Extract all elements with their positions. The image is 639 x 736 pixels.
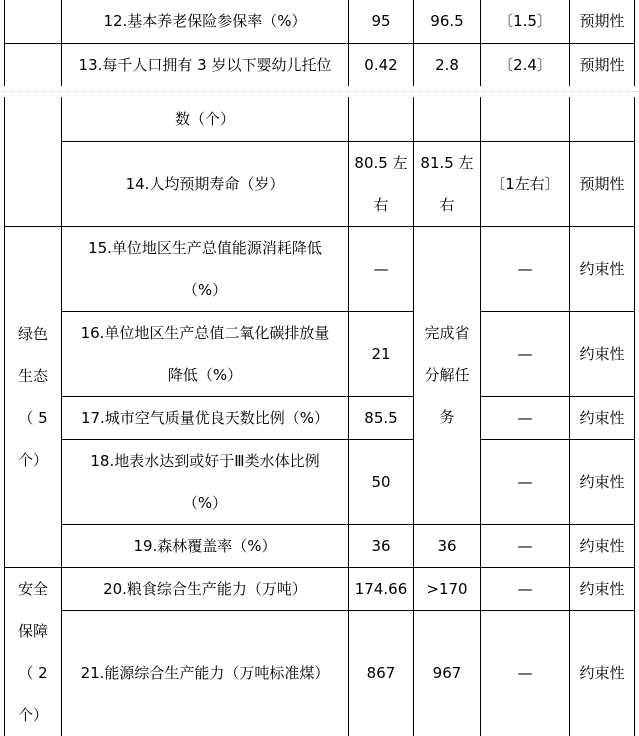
base-value: 0.42 <box>349 43 414 86</box>
base-value: 95 <box>349 0 414 43</box>
table-row <box>5 610 635 736</box>
attribute-value: 约束性 <box>570 610 635 736</box>
base-value-line: 右 <box>373 195 389 214</box>
indicator-name-line: 降低（%） <box>167 365 243 384</box>
indicator-name <box>62 226 349 311</box>
category-label-line: （ 5 <box>18 408 48 427</box>
table-row <box>5 141 635 226</box>
attribute-value: 预期性 <box>570 43 635 86</box>
growth-value: — <box>481 567 570 610</box>
attribute-value: 约束性 <box>570 226 635 311</box>
category-label-line: 个） <box>17 705 48 724</box>
category-security <box>5 567 62 736</box>
category-label-line: 绿色 <box>17 324 48 343</box>
base-value: 174.66 <box>349 567 414 610</box>
category-cell <box>5 43 62 86</box>
table-row <box>5 524 635 567</box>
growth-value: 〔1左右〕 <box>481 141 570 226</box>
indicator-name: 12.基本养老保险参保率（%） <box>62 0 349 43</box>
page-break-line <box>0 91 639 92</box>
growth-value: — <box>481 311 570 396</box>
indicator-name: 21.能源综合生产能力（万吨标准煤） <box>62 610 349 736</box>
indicator-name-line: 16.单位地区生产总值二氧化碳排放量 <box>80 323 330 342</box>
category-label-line: 保障 <box>17 621 48 640</box>
attribute-value: 约束性 <box>570 396 635 439</box>
category-cell <box>5 0 62 43</box>
table-row <box>5 567 635 610</box>
category-green <box>5 226 62 567</box>
table-row <box>5 396 635 439</box>
indicator-name-line: （%） <box>182 493 228 512</box>
target-value-line: 81.5 左 <box>420 153 474 172</box>
table-row <box>5 311 635 396</box>
indicator-name: 20.粮食综合生产能力（万吨） <box>62 567 349 610</box>
indicator-name-continued: 数（个） <box>62 97 349 141</box>
indicator-table <box>4 97 635 736</box>
attribute-value: 约束性 <box>570 567 635 610</box>
growth-value: — <box>481 439 570 524</box>
growth-value: — <box>481 610 570 736</box>
base-value <box>349 97 414 141</box>
growth-value: — <box>481 226 570 311</box>
table-row <box>5 226 635 311</box>
attribute-value: 约束性 <box>570 524 635 567</box>
attribute-value: 约束性 <box>570 311 635 396</box>
category-label-line: 安全 <box>17 579 48 598</box>
growth-value: — <box>481 396 570 439</box>
indicator-name <box>62 439 349 524</box>
indicator-name: 17.城市空气质量优良天数比例（%） <box>62 396 349 439</box>
table-row <box>5 97 635 141</box>
base-value <box>349 141 414 226</box>
target-value: 967 <box>414 610 481 736</box>
base-value: 50 <box>349 439 414 524</box>
growth-value: — <box>481 524 570 567</box>
base-value: 867 <box>349 610 414 736</box>
attribute-value: 约束性 <box>570 439 635 524</box>
table-row <box>5 43 635 86</box>
base-value: 21 <box>349 311 414 396</box>
growth-value: 〔2.4〕 <box>481 43 570 86</box>
target-value-line: 分解任 <box>424 366 470 384</box>
attribute-value: 预期性 <box>570 0 635 43</box>
indicator-name-line: （%） <box>182 280 228 299</box>
target-value-line: 完成省 <box>424 324 470 342</box>
indicator-name-line: 15.单位地区生产总值能源消耗降低 <box>88 238 322 257</box>
target-value: >170 <box>414 567 481 610</box>
table-row <box>5 0 635 43</box>
base-value-line: 80.5 左 <box>354 153 408 172</box>
attribute-value <box>570 97 635 141</box>
category-cell <box>5 97 62 226</box>
attribute-value: 预期性 <box>570 141 635 226</box>
target-value: 2.8 <box>414 43 481 86</box>
indicator-name: 19.森林覆盖率（%） <box>62 524 349 567</box>
indicator-name: 13.每千人口拥有 3 岁以下婴幼儿托位 <box>62 43 349 86</box>
category-label-line: 个） <box>17 450 48 469</box>
base-value: 36 <box>349 524 414 567</box>
base-value: 85.5 <box>349 396 414 439</box>
indicator-name-line: 18.地表水达到或好于Ⅲ类水体比例 <box>90 451 320 470</box>
growth-value <box>481 97 570 141</box>
target-value-line: 右 <box>439 195 455 214</box>
indicator-name <box>62 311 349 396</box>
base-value: — <box>349 226 414 311</box>
growth-value: 〔1.5〕 <box>481 0 570 43</box>
category-label-line: 生态 <box>17 366 48 385</box>
table-fragment-top <box>4 0 635 87</box>
indicator-name: 14.人均预期寿命（岁） <box>62 141 349 226</box>
target-value <box>414 97 481 141</box>
target-value: 96.5 <box>414 0 481 43</box>
target-value <box>414 141 481 226</box>
target-value: 36 <box>414 524 481 567</box>
target-value-merged <box>414 226 481 524</box>
category-label-line: （ 2 <box>18 663 48 682</box>
table-row <box>5 439 635 524</box>
target-value-line: 务 <box>439 408 455 426</box>
